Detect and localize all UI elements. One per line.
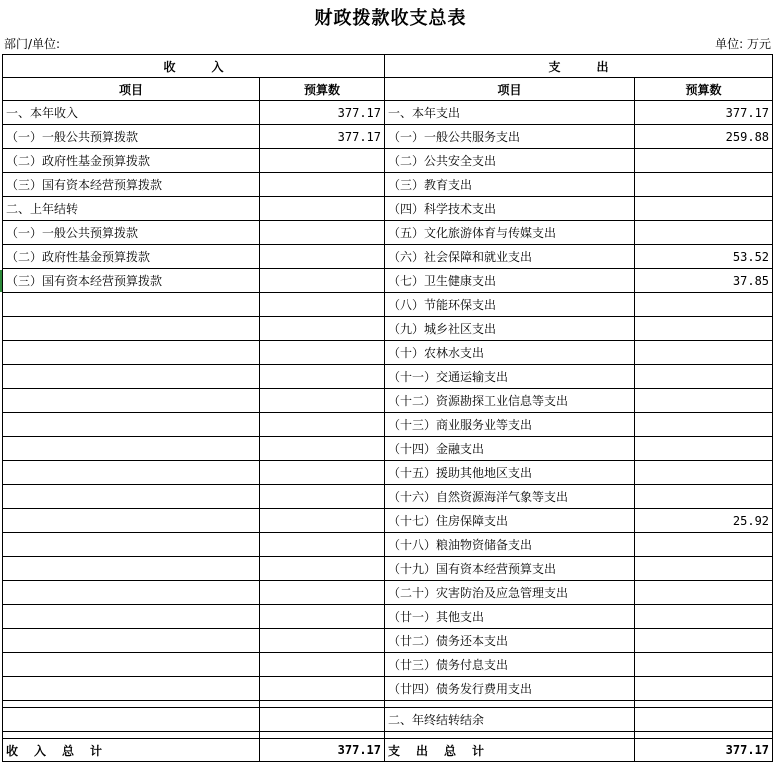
income-budget-cell[interactable] <box>260 437 385 461</box>
expense-budget-cell[interactable] <box>635 677 773 701</box>
income-item-cell[interactable]: （二）政府性基金预算拨款 <box>3 149 260 173</box>
expense-budget-column-header: 预算数 <box>635 78 773 101</box>
expense-item-cell[interactable]: （七）卫生健康支出 <box>385 269 635 293</box>
income-budget-cell[interactable] <box>260 557 385 581</box>
empty-cell <box>635 732 773 739</box>
table-row <box>3 365 773 389</box>
income-item-cell[interactable] <box>3 413 260 437</box>
income-total-value[interactable]: 377.17 <box>260 739 385 762</box>
expense-item-cell[interactable]: （五）文化旅游体育与传媒支出 <box>385 221 635 245</box>
income-budget-cell[interactable] <box>260 413 385 437</box>
table-row <box>3 461 773 485</box>
table-row <box>3 293 773 317</box>
income-item-cell[interactable] <box>3 485 260 509</box>
income-budget-cell[interactable] <box>260 509 385 533</box>
expense-budget-cell[interactable]: 53.52 <box>635 245 773 269</box>
expense-item-cell[interactable]: （二）公共安全支出 <box>385 149 635 173</box>
income-budget-cell[interactable] <box>260 629 385 653</box>
table-row <box>3 317 773 341</box>
carryover-value[interactable] <box>635 708 773 732</box>
income-item-cell[interactable] <box>3 341 260 365</box>
income-budget-cell[interactable] <box>260 269 385 293</box>
income-item-cell[interactable]: （三）国有资本经营预算拨款 <box>3 173 260 197</box>
expense-budget-cell[interactable] <box>635 581 773 605</box>
income-budget-cell[interactable] <box>260 485 385 509</box>
income-budget-cell[interactable] <box>260 677 385 701</box>
expense-budget-cell[interactable] <box>635 365 773 389</box>
table-row <box>3 389 773 413</box>
expense-item-cell[interactable]: （十九）国有资本经营预算支出 <box>385 557 635 581</box>
income-item-cell[interactable] <box>3 293 260 317</box>
income-budget-cell[interactable] <box>260 341 385 365</box>
expense-item-cell[interactable]: （十一）交通运输支出 <box>385 365 635 389</box>
table-row <box>3 485 773 509</box>
income-budget-cell[interactable] <box>260 581 385 605</box>
expense-budget-cell[interactable]: 377.17 <box>635 101 773 125</box>
table-row <box>3 605 773 629</box>
expense-budget-cell[interactable] <box>635 557 773 581</box>
income-budget-cell[interactable] <box>260 708 385 732</box>
unit-label: 单位: 万元 <box>715 37 771 51</box>
spacer-row <box>3 701 773 708</box>
income-budget-cell[interactable] <box>260 197 385 221</box>
income-item-cell[interactable] <box>3 317 260 341</box>
income-budget-cell[interactable] <box>260 149 385 173</box>
expense-item-cell[interactable]: （廿四）债务发行费用支出 <box>385 677 635 701</box>
table-row <box>3 629 773 653</box>
table-row <box>3 677 773 701</box>
table-row <box>3 533 773 557</box>
table-row <box>3 581 773 605</box>
expense-item-cell[interactable]: 一、本年支出 <box>385 101 635 125</box>
empty-cell <box>3 732 260 739</box>
table-row <box>3 125 773 149</box>
expense-budget-cell[interactable] <box>635 413 773 437</box>
income-budget-cell[interactable] <box>260 245 385 269</box>
empty-cell <box>385 732 635 739</box>
expense-item-cell[interactable]: （十八）粮油物资储备支出 <box>385 533 635 557</box>
budget-table <box>2 54 773 762</box>
expense-budget-cell[interactable] <box>635 461 773 485</box>
expense-item-cell[interactable]: （四）科学技术支出 <box>385 197 635 221</box>
income-item-cell[interactable] <box>3 581 260 605</box>
income-budget-cell[interactable] <box>260 221 385 245</box>
income-budget-cell[interactable] <box>260 653 385 677</box>
table-row <box>3 509 773 533</box>
expense-item-cell[interactable]: （六）社会保障和就业支出 <box>385 245 635 269</box>
carryover-row <box>3 708 773 732</box>
income-item-cell[interactable]: （一）一般公共预算拨款 <box>3 125 260 149</box>
income-item-cell[interactable]: 二、上年结转 <box>3 197 260 221</box>
empty-cell <box>3 701 260 708</box>
income-budget-cell[interactable] <box>260 605 385 629</box>
expense-budget-cell[interactable] <box>635 197 773 221</box>
income-budget-cell[interactable] <box>260 389 385 413</box>
expense-section-header: 支 出 <box>385 55 773 78</box>
income-budget-cell[interactable]: 377.17 <box>260 101 385 125</box>
income-budget-column-header: 预算数 <box>260 78 385 101</box>
expense-item-cell[interactable]: （十三）商业服务业等支出 <box>385 413 635 437</box>
income-item-cell[interactable] <box>3 533 260 557</box>
income-item-cell[interactable] <box>3 461 260 485</box>
expense-budget-cell[interactable] <box>635 317 773 341</box>
expense-item-cell[interactable]: （三）教育支出 <box>385 173 635 197</box>
expense-item-cell[interactable]: （廿二）债务还本支出 <box>385 629 635 653</box>
table-row <box>3 221 773 245</box>
report-title: 财政拨款收支总表 <box>314 8 467 29</box>
empty-cell <box>260 701 385 708</box>
expense-budget-cell[interactable] <box>635 173 773 197</box>
income-item-cell[interactable] <box>3 389 260 413</box>
expense-item-cell[interactable]: （八）节能环保支出 <box>385 293 635 317</box>
expense-budget-cell[interactable]: 37.85 <box>635 269 773 293</box>
totals-row <box>3 739 773 762</box>
department-label: 部门/单位: <box>4 37 61 51</box>
table-row <box>3 557 773 581</box>
income-item-cell[interactable]: 一、本年收入 <box>3 101 260 125</box>
expense-budget-cell[interactable] <box>635 485 773 509</box>
income-total-label[interactable]: 收 入 总 计 <box>3 739 260 762</box>
expense-budget-cell[interactable] <box>635 629 773 653</box>
expense-item-column-header: 项目 <box>385 78 635 101</box>
table-row <box>3 149 773 173</box>
income-item-column-header: 项目 <box>3 78 260 101</box>
income-item-cell[interactable] <box>3 509 260 533</box>
expense-item-cell[interactable]: （十四）金融支出 <box>385 437 635 461</box>
expense-item-cell[interactable]: （二十）灾害防治及应急管理支出 <box>385 581 635 605</box>
table-row <box>3 173 773 197</box>
income-item-cell[interactable] <box>3 708 260 732</box>
table-row <box>3 437 773 461</box>
expense-budget-cell[interactable]: 259.88 <box>635 125 773 149</box>
table-row <box>3 341 773 365</box>
income-item-cell[interactable]: （三）国有资本经营预算拨款 <box>3 269 260 293</box>
income-budget-cell[interactable]: 377.17 <box>260 125 385 149</box>
expense-item-cell[interactable]: （廿三）债务付息支出 <box>385 653 635 677</box>
income-item-cell[interactable]: （一）一般公共预算拨款 <box>3 221 260 245</box>
expense-budget-cell[interactable]: 25.92 <box>635 509 773 533</box>
expense-budget-cell[interactable] <box>635 533 773 557</box>
expense-total-value[interactable]: 377.17 <box>635 739 773 762</box>
expense-item-cell[interactable]: （十六）自然资源海洋气象等支出 <box>385 485 635 509</box>
income-item-cell[interactable] <box>3 365 260 389</box>
income-item-cell[interactable] <box>3 677 260 701</box>
income-item-cell[interactable] <box>3 605 260 629</box>
income-budget-cell[interactable] <box>260 365 385 389</box>
income-budget-cell[interactable] <box>260 317 385 341</box>
expense-budget-cell[interactable] <box>635 653 773 677</box>
income-section-header: 收 入 <box>3 55 385 78</box>
table-row <box>3 245 773 269</box>
table-row <box>3 101 773 125</box>
expense-budget-cell[interactable] <box>635 341 773 365</box>
income-budget-cell[interactable] <box>260 461 385 485</box>
expense-item-cell[interactable]: （十五）援助其他地区支出 <box>385 461 635 485</box>
expense-budget-cell[interactable] <box>635 389 773 413</box>
table-row <box>3 413 773 437</box>
income-budget-cell[interactable] <box>260 173 385 197</box>
expense-item-cell[interactable]: （九）城乡社区支出 <box>385 317 635 341</box>
income-item-cell[interactable] <box>3 653 260 677</box>
expense-budget-cell[interactable] <box>635 437 773 461</box>
expense-item-cell[interactable]: （十七）住房保障支出 <box>385 509 635 533</box>
table-row <box>3 197 773 221</box>
carryover-label[interactable]: 二、年终结转结余 <box>385 708 635 732</box>
spacer-row <box>3 732 773 739</box>
empty-cell <box>260 732 385 739</box>
expense-budget-cell[interactable] <box>635 605 773 629</box>
expense-item-cell[interactable]: （廿一）其他支出 <box>385 605 635 629</box>
expense-budget-cell[interactable] <box>635 221 773 245</box>
empty-cell <box>635 701 773 708</box>
expense-budget-cell[interactable] <box>635 149 773 173</box>
income-item-cell[interactable] <box>3 437 260 461</box>
income-budget-cell[interactable] <box>260 293 385 317</box>
expense-total-label[interactable]: 支 出 总 计 <box>385 739 635 762</box>
table-row <box>3 269 773 293</box>
income-item-cell[interactable]: （二）政府性基金预算拨款 <box>3 245 260 269</box>
expense-item-cell[interactable]: （一）一般公共服务支出 <box>385 125 635 149</box>
table-row <box>3 653 773 677</box>
income-item-cell[interactable] <box>3 629 260 653</box>
empty-cell <box>385 701 635 708</box>
income-budget-cell[interactable] <box>260 533 385 557</box>
expense-item-cell[interactable]: （十二）资源勘探工业信息等支出 <box>385 389 635 413</box>
expense-budget-cell[interactable] <box>635 293 773 317</box>
expense-item-cell[interactable]: （十）农林水支出 <box>385 341 635 365</box>
income-item-cell[interactable] <box>3 557 260 581</box>
